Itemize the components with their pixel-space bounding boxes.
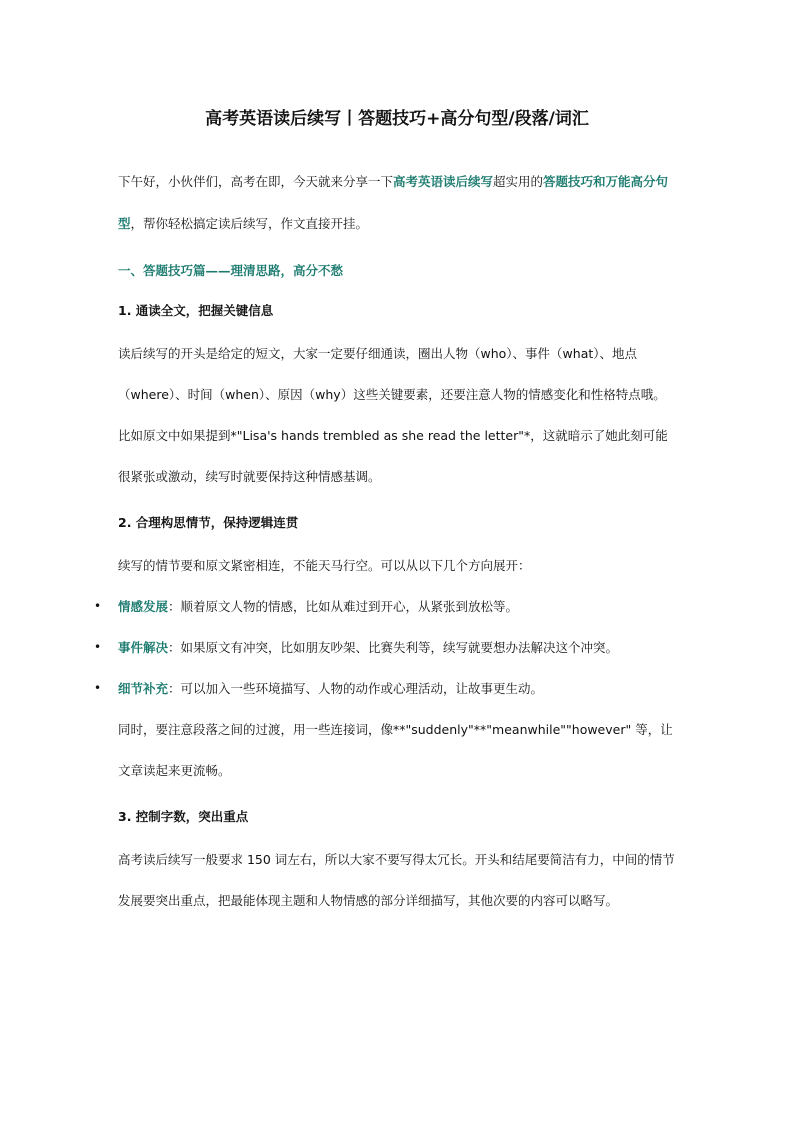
bullet-text: ：顺着原文人物的情感，比如从难过到开心，从紧张到放松等。 xyxy=(168,599,519,614)
subsection-3-body: 高考读后续写一般要求 150 词左右，所以大家不要写得太冗长。开头和结尾要简洁有力，中间的情节发展要突出重点，把最能体现主题和人物情感的部分详细描写，其他次要的内容可以略写。 xyxy=(118,852,675,908)
subsection-2-heading: 2. 合理构思情节，保持逻辑连贯 xyxy=(118,515,299,530)
intro-text-2: 超实用的 xyxy=(493,174,544,189)
section-1-heading: 一、答题技巧篇——理清思路，高分不愁 xyxy=(118,263,344,278)
document-title: 高考英语读后续写丨答题技巧+高分句型/段落/词汇 xyxy=(205,109,589,129)
bullet-item-details xyxy=(94,668,676,709)
subsection-2-outro: 同时，要注意段落之间的过渡，用一些连接词，像**"suddenly"**"meanwhile""however" 等，让文章读起来更流畅。 xyxy=(118,722,673,778)
bullet-dot-icon: • xyxy=(94,599,102,613)
subsection-2-intro: 续写的情节要和原文紧密相连，不能天马行空。可以从以下几个方向展开： xyxy=(118,558,531,573)
technique-bullet-list xyxy=(94,586,676,709)
bullet-text: ：可以加入一些环境描写、人物的动作或心理活动，让故事更生动。 xyxy=(168,681,544,696)
subsection-1-heading: 1. 通读全文，把握关键信息 xyxy=(118,303,274,318)
intro-paragraph xyxy=(118,161,676,245)
intro-text-3: ，帮你轻松搞定读后续写，作文直接开挂。 xyxy=(130,216,369,231)
bullet-term: 事件解决 xyxy=(118,640,169,655)
bullet-dot-icon: • xyxy=(94,681,102,695)
bullet-term: 情感发展 xyxy=(118,599,169,614)
intro-text-1: 下午好，小伙伴们，高考在即，今天就来分享一下 xyxy=(118,174,394,189)
bullet-item-emotion xyxy=(94,586,676,627)
subsection-3-heading: 3. 控制字数，突出重点 xyxy=(118,809,249,824)
bullet-term: 细节补充 xyxy=(118,681,169,696)
bullet-dot-icon: • xyxy=(94,640,102,654)
bullet-item-resolution xyxy=(94,627,676,668)
intro-highlight-2: 答题技巧和万能高分句型 xyxy=(118,174,669,231)
subsection-1-body: 读后续写的开头是给定的短文，大家一定要仔细通读，圈出人物（who）、事件（what）、地点（where）、时间（when）、原因（why）这些关键要素，还要注意人物的情感变化和性格特点哦。比如原文中如果提到*"Lisa's hands trembled as she read the letter"*，这就暗示了她此刻可能很紧张或激动，续写时就要保持这种情感基调。 xyxy=(118,346,668,484)
intro-highlight-1: 高考英语读后续写 xyxy=(393,174,494,189)
bullet-text: ：如果原文有冲突，比如朋友吵架、比赛失利等，续写就要想办法解决这个冲突。 xyxy=(168,640,619,655)
